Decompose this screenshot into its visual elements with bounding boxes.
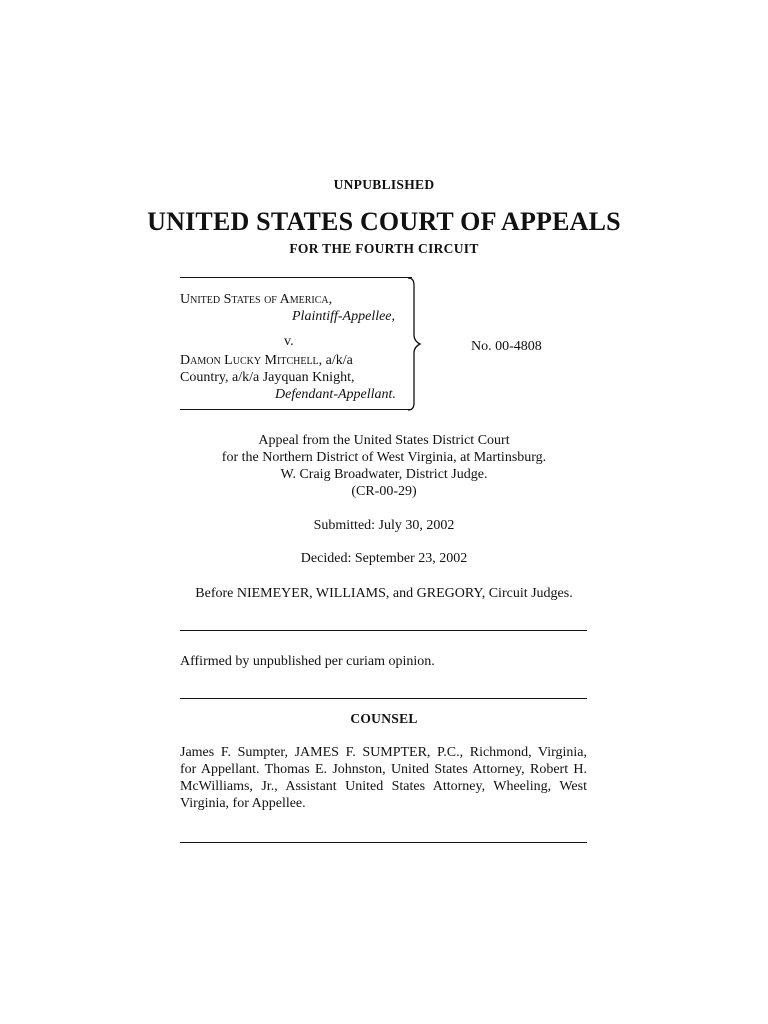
counsel-line: Virginia, for Appellee. [180,796,306,811]
caption-bottom-rule [180,409,412,410]
caption-brace [406,277,422,411]
divider-rule [180,698,587,699]
defendant-name-line2: Country, a/k/a Jayquan Knight, [180,370,355,385]
defendant-name: Damon Lucky Mitchell [180,353,319,368]
caption-top-rule [180,277,412,278]
appeal-line-3: W. Craig Broadwater, District Judge. [280,467,488,482]
defendant-alias-prefix: , a/k/a [318,353,353,368]
publication-status: UNPUBLISHED [333,177,435,192]
appeal-line-2: for the Northern District of West Virginia, at Martinsburg. [221,450,547,465]
versus: v. [284,334,294,349]
counsel-line: James F. Sumpter, JAMES F. SUMPTER, P.C., Richmond, Virginia, [180,745,587,760]
plaintiff-name: United States of America, [180,292,333,307]
disposition: Affirmed by unpublished per curiam opinion. [180,654,435,669]
circuit-subtitle: FOR THE FOURTH CIRCUIT [289,241,479,256]
case-caption [180,277,420,410]
counsel-paragraph [180,744,587,812]
plaintiff-role: Plaintiff-Appellee, [292,309,396,324]
panel-judges: Before NIEMEYER, WILLIAMS, and GREGORY, Circuit Judges. [195,586,573,601]
appeal-info [0,432,768,500]
decided-date: Decided: September 23, 2002 [300,551,468,566]
divider-rule [180,842,587,843]
appeal-line-1: Appeal from the United States District Court [258,433,510,448]
counsel-heading: COUNSEL [350,711,418,726]
defendant-role: Defendant-Appellant. [275,387,396,402]
divider-rule [180,630,587,631]
court-title: UNITED STATES COURT OF APPEALS [147,207,621,236]
appeal-line-4: (CR-00-29) [351,484,417,499]
docket-number: No. 00-4808 [471,339,542,354]
defendant-name-line1 [180,352,353,369]
counsel-line: McWilliams, Jr., Assistant United States Attorney, Wheeling, West [180,779,587,794]
submitted-date: Submitted: July 30, 2002 [313,518,455,533]
counsel-line: for Appellant. Thomas E. Johnston, United States Attorney, Robert H. [180,762,587,777]
